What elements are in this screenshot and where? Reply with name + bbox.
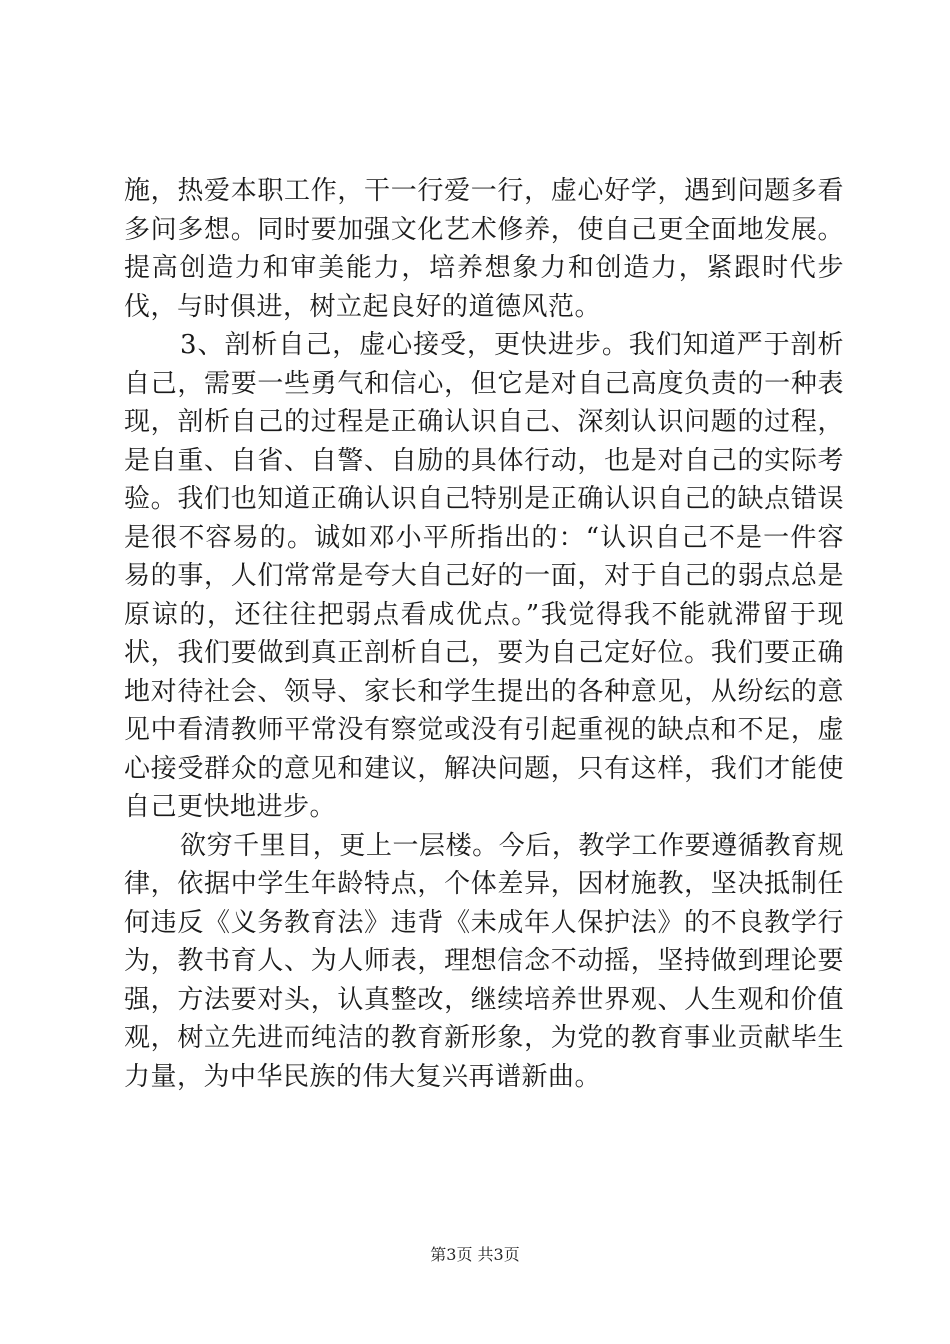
- paragraph-continuation: 施，热爱本职工作，干一行爱一行，虚心好学，遇到问题多看多问多想。同时要加强文化艺术修养，使自己更全面地发展。提高创造力和审美能力，培养想象力和创造力，紧跟时代步伐，与时俱进，树立起良好的道德风范。: [124, 176, 844, 322]
- paragraph-conclusion: 欲穷千里目，更上一层楼。今后，教学工作要遵循教育规律，依据中学生年龄特点，个体差异，因材施教，坚决抵制任何违反《义务教育法》违背《未成年人保护法》的不良教学行为，教书育人、为人师表，理想信念不动摇，坚持做到理论要强，方法要对头，认真整改，继续培养世界观、人生观和价值观，树立先进而纯洁的教育新形象，为党的教育事业贡献毕生力量，为中华民族的伟大复兴再谱新曲。: [124, 830, 844, 1092]
- page-number-footer: 第3页 共3页: [430, 1245, 520, 1264]
- document-body: [124, 172, 844, 1096]
- paragraph-self-analysis: 3、剖析自己，虚心接受，更快进步。我们知道严于剖析自己，需要一些勇气和信心，但它是对自己高度负责的一种表现，剖析自己的过程是正确认识自己、深刻认识问题的过程，是自重、自省、自警、自励的具体行动，也是对自己的实际考验。我们也知道正确认识自己特别是正确认识自己的缺点错误是很不容易的。诚如邓小平所指出的：“认识自己不是一件容易的事，人们常常是夸大自己好的一面，对于自己的弱点总是原谅的，还往往把弱点看成优点。”我觉得我不能就滞留于现状，我们要做到真正剖析自己，要为自己定好位。我们要正确地对待社会、领导、家长和学生提出的各种意见，从纷纭的意见中看清教师平常没有察觉或没有引起重视的缺点和不足，虚心接受群众的意见和建议，解决问题，只有这样，我们才能使自己更快地进步。: [124, 330, 844, 822]
